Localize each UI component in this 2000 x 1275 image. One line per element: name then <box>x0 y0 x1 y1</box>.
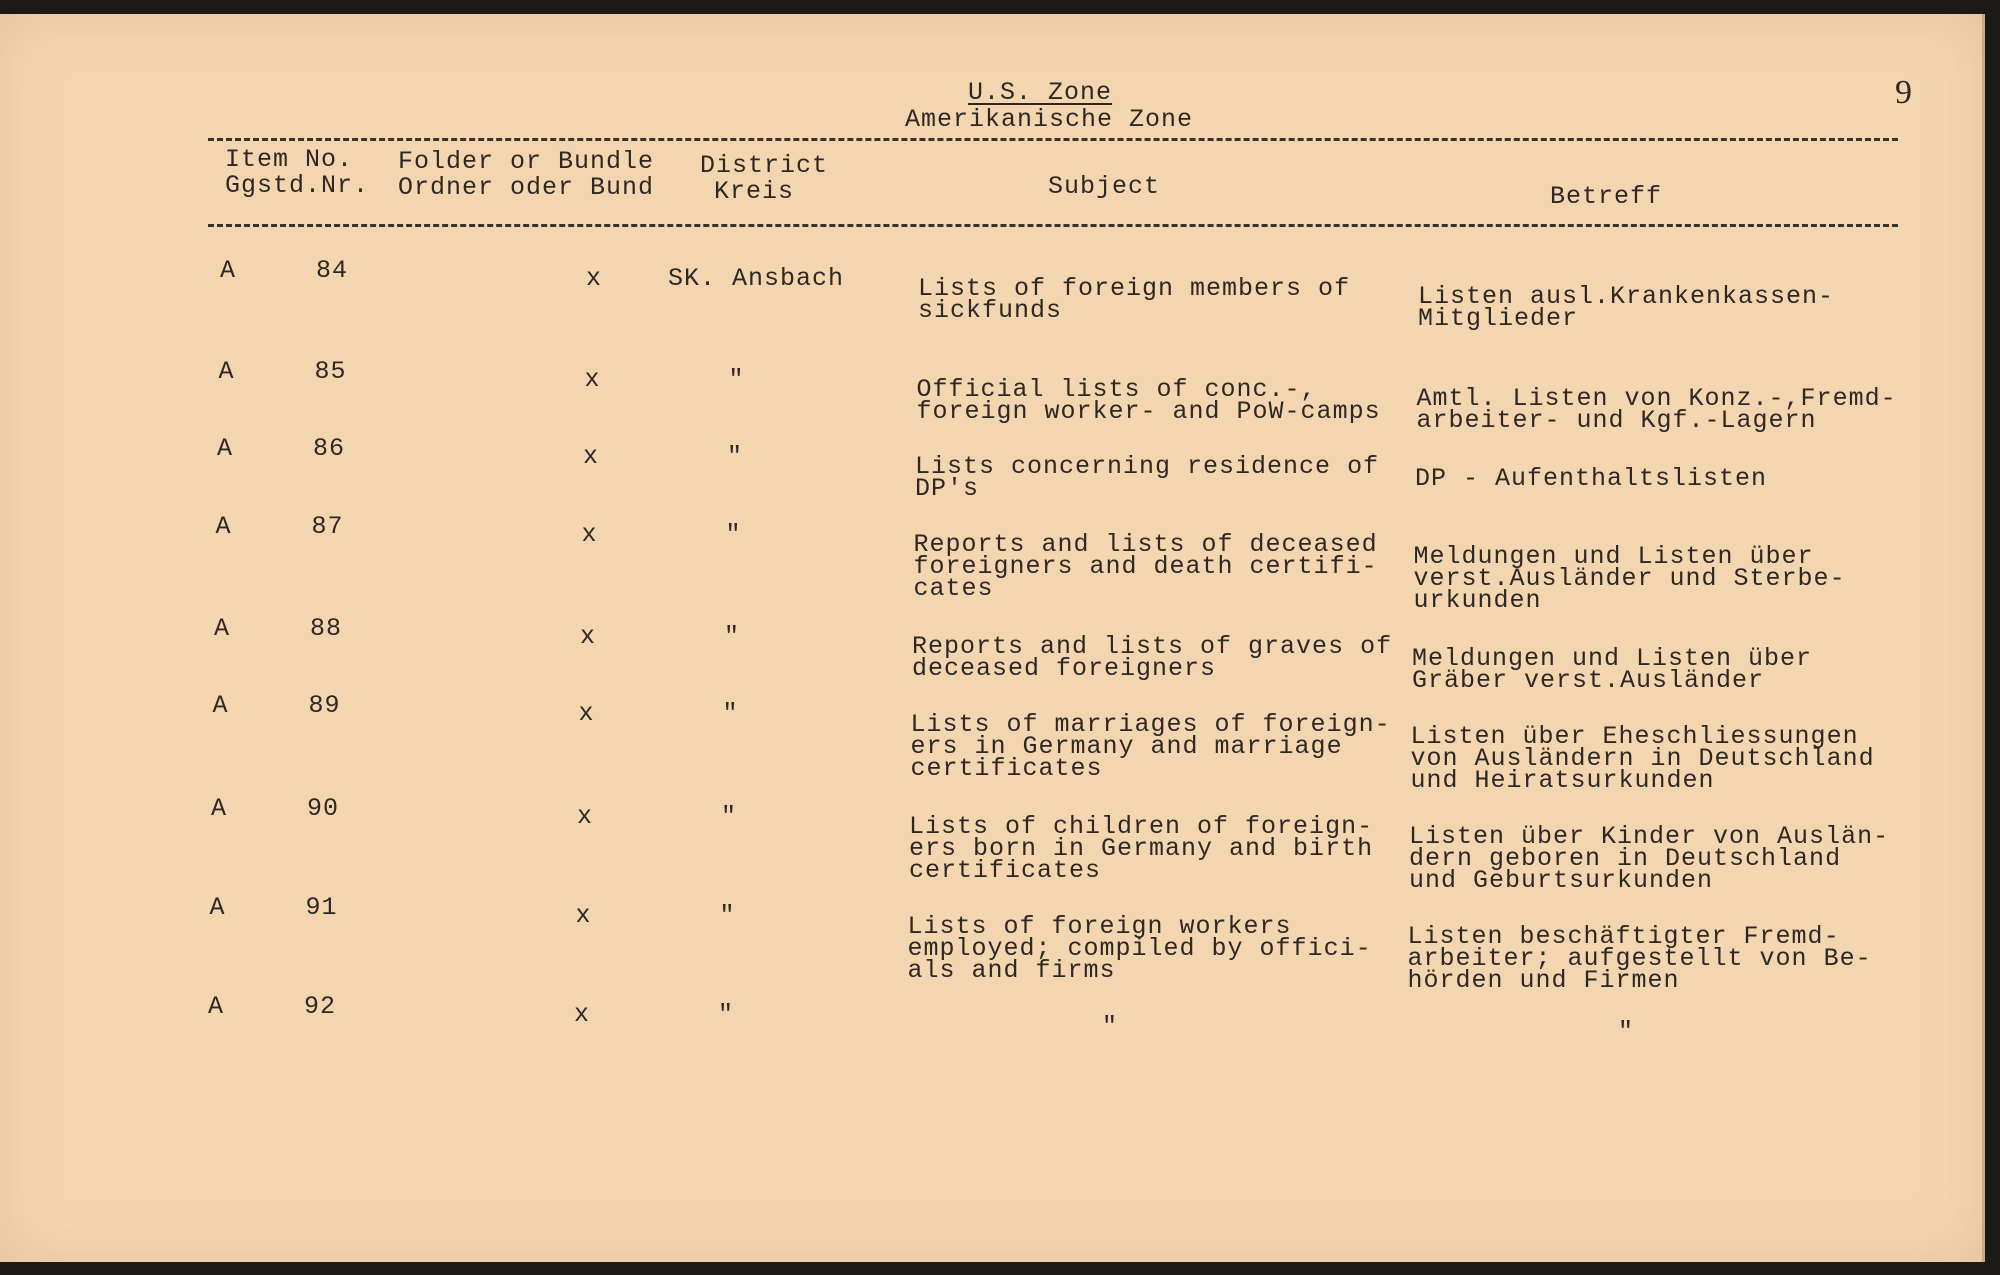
row-prefix: A <box>209 893 226 922</box>
row-district: " <box>722 699 739 728</box>
row-subject-line: Lists of foreign members of <box>918 274 1351 303</box>
row-prefix: A <box>218 357 235 386</box>
row-subject-line: Official lists of conc.-, <box>916 375 1317 404</box>
row-folder-mark: x <box>583 442 600 471</box>
row-subject-line: Lists concerning residence of <box>915 452 1380 481</box>
row-district: " <box>728 365 745 394</box>
row-subject-line: " <box>1102 1012 1119 1041</box>
row-betreff-line: arbeiter; aufgestellt von Be- <box>1407 944 1872 973</box>
row-subject-line: als and firms <box>907 956 1116 985</box>
row-folder-mark: x <box>586 264 603 293</box>
row-betreff-line: Listen über Kinder von Auslän- <box>1409 822 1890 851</box>
row-district: " <box>727 442 744 471</box>
row-prefix: A <box>215 512 232 541</box>
row-subject-line: DP's <box>915 474 980 503</box>
row-betreff-line: Listen beschäftigter Fremd- <box>1407 922 1840 951</box>
row-subject-line: foreign worker- and PoW-camps <box>916 397 1381 426</box>
title-zone-de: Amerikanische Zone <box>905 105 1194 134</box>
row-item-number: 85 <box>314 357 347 386</box>
row-betreff-line: verst.Ausländer und Sterbe- <box>1413 564 1846 593</box>
row-subject-line: Lists of foreign workers <box>907 912 1292 941</box>
row-subject-line: foreigners and death certifi- <box>913 552 1378 581</box>
row-betreff-line: Listen ausl.Krankenkassen- <box>1418 282 1835 311</box>
page-number: 9 <box>1895 74 1913 111</box>
row-folder-mark: x <box>574 1000 591 1029</box>
row-betreff-line: Listen über Eheschliessungen <box>1410 722 1859 751</box>
row-betreff-line: Meldungen und Listen über <box>1413 542 1814 571</box>
row-district: " <box>721 802 738 831</box>
row-item-number: 88 <box>310 614 343 643</box>
header-bottom-rule <box>208 224 1898 227</box>
row-prefix: A <box>211 794 228 823</box>
row-subject-line: employed; compiled by offici- <box>907 934 1372 963</box>
header-item-en: Item No. <box>225 145 354 174</box>
row-prefix: A <box>212 691 229 720</box>
row-prefix: A <box>217 434 234 463</box>
row-betreff-line: Meldungen und Listen über <box>1412 644 1813 673</box>
header-top-rule <box>208 138 1898 141</box>
row-betreff-line: und Geburtsurkunden <box>1409 866 1714 895</box>
row-folder-mark: x <box>581 520 598 549</box>
row-folder-mark: x <box>575 901 592 930</box>
row-district: " <box>724 622 741 651</box>
row-betreff-line: " <box>1618 1017 1635 1046</box>
row-betreff-line: dern geboren in Deutschland <box>1409 844 1842 873</box>
header-folder-de: Ordner oder Bund <box>398 173 655 202</box>
row-subject-line: Lists of children of foreign- <box>909 812 1374 841</box>
row-folder-mark: x <box>578 699 595 728</box>
row-prefix: A <box>214 614 231 643</box>
row-folder-mark: x <box>580 622 597 651</box>
row-betreff-line: Amtl. Listen von Konz.-,Fremd- <box>1416 384 1897 413</box>
row-subject-line: Reports and lists of deceased <box>913 530 1378 559</box>
row-district: " <box>718 1000 735 1029</box>
row-prefix: A <box>208 992 225 1021</box>
row-item-number: 87 <box>311 512 344 541</box>
row-betreff-line: Mitglieder <box>1418 304 1579 333</box>
row-item-number: 86 <box>313 434 346 463</box>
row-item-number: 92 <box>304 992 337 1021</box>
row-district: " <box>719 901 736 930</box>
row-item-number: 91 <box>305 893 338 922</box>
header-folder-en: Folder or Bundle <box>398 147 655 176</box>
row-subject-line: Reports and lists of graves of <box>912 632 1393 661</box>
row-subject-line: Lists of marriages of foreign- <box>910 710 1391 739</box>
row-district: SK. Ansbach <box>668 264 845 293</box>
row-subject-line: certificates <box>909 856 1102 885</box>
row-item-number: 89 <box>308 691 341 720</box>
row-betreff-line: von Ausländern in Deutschland <box>1410 744 1875 773</box>
title-zone-en: U.S. Zone <box>968 78 1113 107</box>
document-page <box>0 14 1985 1262</box>
row-subject-line: sickfunds <box>918 296 1063 325</box>
row-betreff-line: DP - Aufenthaltslisten <box>1415 464 1768 493</box>
row-item-number: 90 <box>307 794 340 823</box>
row-subject-line: deceased foreigners <box>912 654 1217 683</box>
row-folder-mark: x <box>577 802 594 831</box>
row-item-number: 84 <box>316 256 349 285</box>
row-betreff-line: und Heiratsurkunden <box>1410 766 1715 795</box>
row-subject-line: certificates <box>910 754 1103 783</box>
header-subject: Subject <box>1048 172 1161 201</box>
header-district-de: Kreis <box>714 177 795 206</box>
header-district-en: District <box>700 151 829 180</box>
row-folder-mark: x <box>584 365 601 394</box>
row-betreff-line: urkunden <box>1413 586 1542 615</box>
row-betreff-line: Gräber verst.Ausländer <box>1412 666 1765 695</box>
row-subject-line: ers in Germany and marriage <box>910 732 1343 761</box>
header-betreff: Betreff <box>1550 182 1663 211</box>
row-prefix: A <box>220 256 237 285</box>
row-district: " <box>725 520 742 549</box>
row-betreff-line: arbeiter- und Kgf.-Lagern <box>1416 406 1817 435</box>
row-subject-line: cates <box>913 574 994 603</box>
row-betreff-line: hörden und Firmen <box>1407 966 1680 995</box>
header-item-de: Ggstd.Nr. <box>225 171 370 200</box>
row-subject-line: ers born in Germany and birth <box>909 834 1374 863</box>
